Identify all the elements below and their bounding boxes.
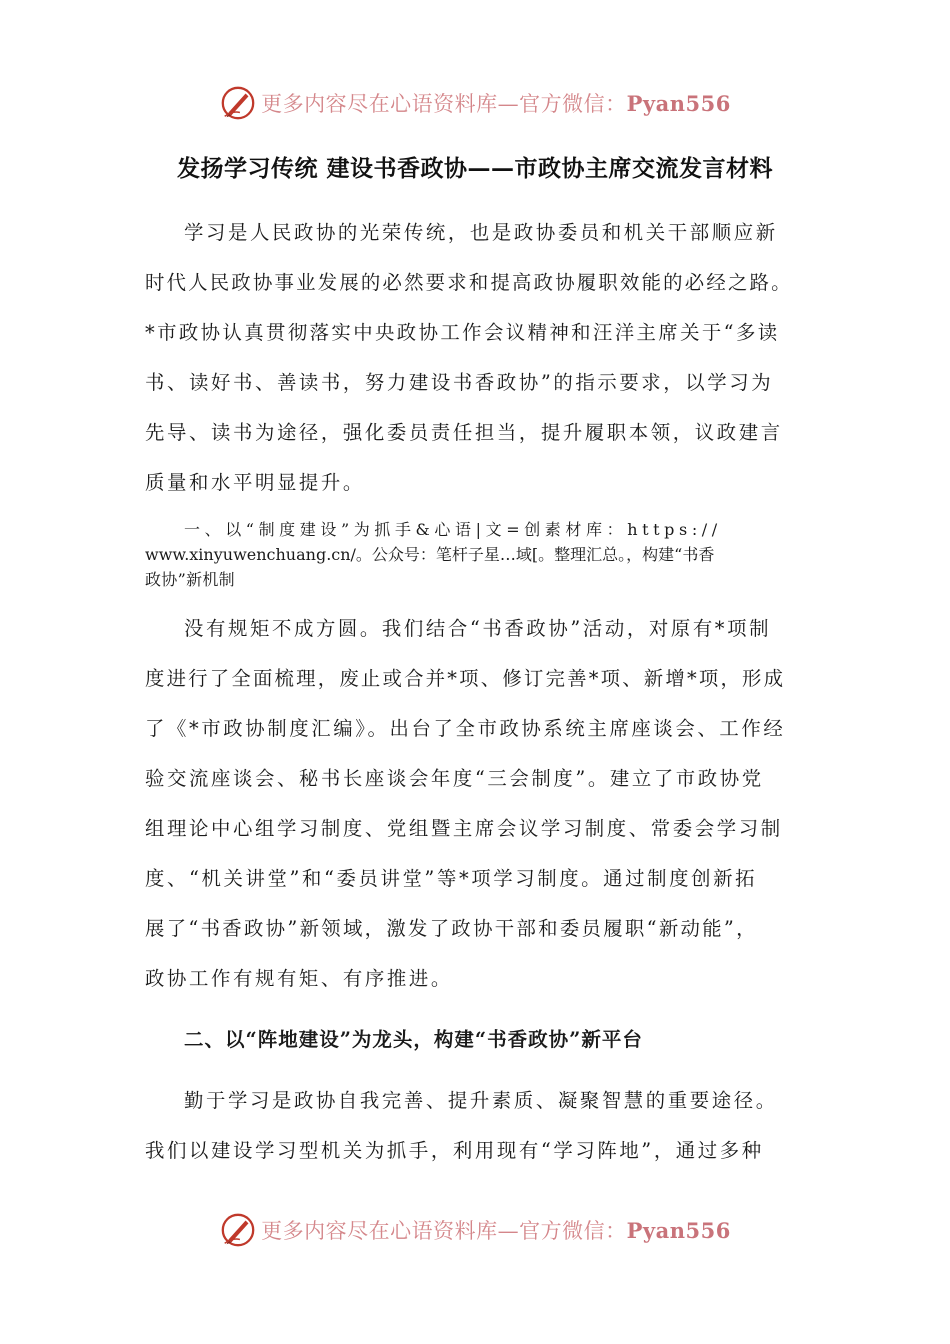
text-line: 质量和水平明显提升。 xyxy=(145,471,365,494)
pen-logo-icon xyxy=(219,1211,257,1249)
text-line: 展了“书香政协”新领域，激发了政协干部和委员履职“新动能”， xyxy=(145,917,758,940)
text-line: 验交流座谈会、秘书长座谈会年度“三会制度”。建立了市政协党 xyxy=(145,767,764,790)
text-line: 一、以“制度建设”为抓手&心语|文=创素材库：https:// xyxy=(184,520,722,539)
banner-id: Pyan556 xyxy=(626,1218,731,1243)
text-line: www.xinyuwenchuang.cn/。公众号：笔杆子星…域[。整理汇总。，构建“书香 xyxy=(145,545,715,564)
text-line: 先导、读书为途径，强化委员责任担当，提升履职本领，议政建言 xyxy=(145,421,783,444)
text-line: 学习是人民政协的光荣传统，也是政协委员和机关干部顺应新 xyxy=(184,221,778,244)
footer-banner xyxy=(0,1205,950,1255)
text-line: 政协工作有规有矩、有序推进。 xyxy=(145,967,453,990)
paragraph-system xyxy=(145,604,805,1004)
section-1-heading xyxy=(145,517,810,592)
banner-dash: — xyxy=(497,92,520,116)
pen-logo-icon xyxy=(219,84,257,122)
text-line: 组理论中心组学习制度、党组暨主席会议学习制度、常委会学习制 xyxy=(145,817,783,840)
banner-tail: 官方微信： xyxy=(519,1219,627,1243)
text-line: 度进行了全面梳理，废止或合并*项、修订完善*项、新增*项，形成 xyxy=(145,667,786,690)
text-line: *市政协认真贯彻落实中央政协工作会议精神和汪洋主席关于“多读 xyxy=(145,321,780,344)
banner-text xyxy=(261,1215,731,1245)
text-line: 政协”新机制 xyxy=(145,570,235,589)
paragraph-intro xyxy=(145,208,805,508)
banner-dash: — xyxy=(497,1219,520,1243)
document-title: 发扬学习传统 建设书香政协——市政协主席交流发言材料 xyxy=(176,155,773,182)
paragraph-platform xyxy=(145,1076,805,1176)
banner-text xyxy=(261,88,731,118)
text-line: 没有规矩不成方圆。我们结合“书香政协”活动，对原有*项制 xyxy=(184,617,772,640)
text-line: 了《*市政协制度汇编》。出台了全市政协系统主席座谈会、工作经 xyxy=(145,717,786,740)
section-2-heading: 二、以“阵地建设”为龙头，构建“书香政协”新平台 xyxy=(184,1028,643,1051)
banner-main: 更多内容尽在心语资料库 xyxy=(261,92,498,116)
text-line: 勤于学习是政协自我完善、提升素质、凝聚智慧的重要途径。 xyxy=(184,1089,778,1112)
header-banner xyxy=(0,78,950,128)
banner-main: 更多内容尽在心语资料库 xyxy=(261,1219,498,1243)
banner-tail: 官方微信： xyxy=(519,92,627,116)
text-line: 时代人民政协事业发展的必然要求和提高政协履职效能的必经之路。 xyxy=(145,271,793,294)
text-line: 度、“机关讲堂”和“委员讲堂”等*项学习制度。通过制度创新拓 xyxy=(145,867,758,890)
text-line: 我们以建设学习型机关为抓手，利用现有“学习阵地”，通过多种 xyxy=(145,1139,764,1162)
banner-id: Pyan556 xyxy=(626,91,731,116)
text-line: 书、读好书、善读书，努力建设书香政协”的指示要求，以学习为 xyxy=(145,371,774,394)
